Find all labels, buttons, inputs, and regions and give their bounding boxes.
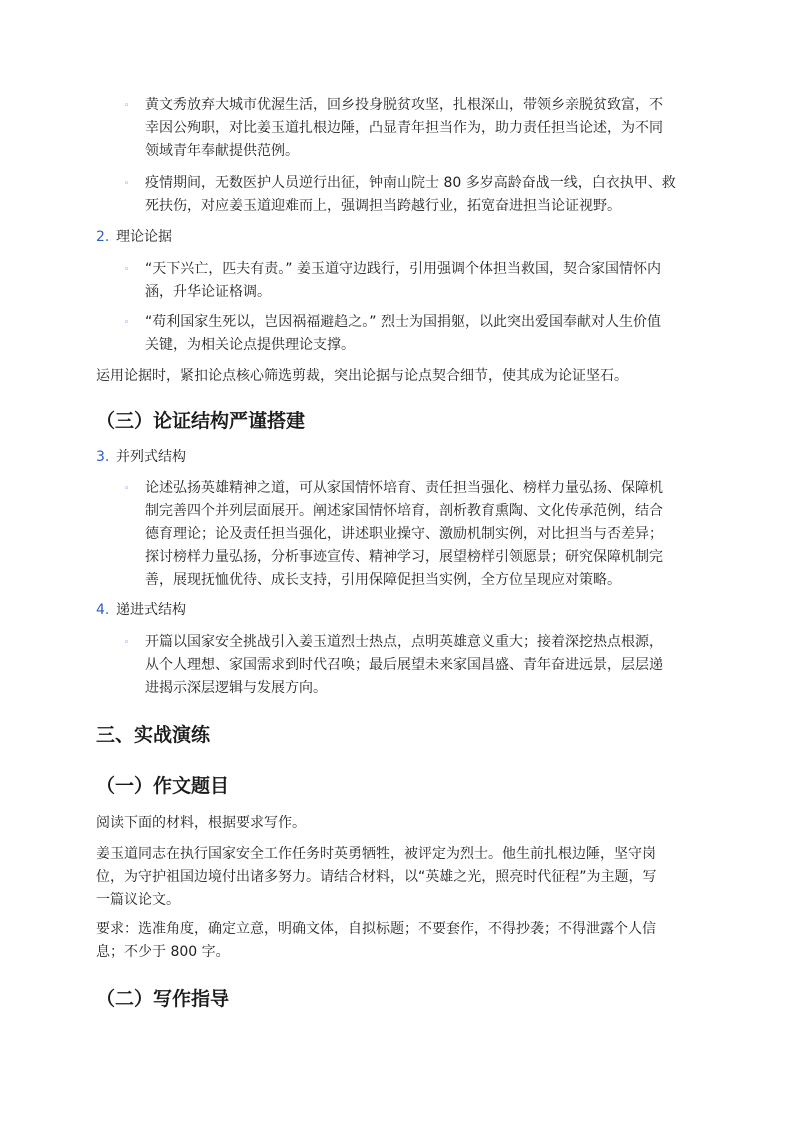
bullet-text-line: 德育理论；论及责任担当强化，讲述职业操守、激励机制实例，对比担当与否差异； bbox=[145, 526, 663, 542]
bullet-text-line: 从个人理想、家国需求到时代召唤；最后展望未来家国昌盛、青年奋进远景，层层递 bbox=[145, 657, 663, 673]
list-item-label: 并列式结构 bbox=[116, 449, 186, 465]
bullet-text-line: 幸因公殉职，对比姜玉道扎根边陲，凸显青年担当作为，助力责任担当论述，为不同 bbox=[145, 120, 663, 136]
bullet-text-line: “天下兴亡，匹夫有责。” 姜玉道守边践行，引用强调个体担当救国，契合家国情怀内 bbox=[145, 261, 661, 277]
bullet-text-line: 疫情期间，无数医护人员逆行出征，钟南山院士 80 多岁高龄奋战一线，白衣执甲、救 bbox=[145, 175, 676, 191]
bullet-text-line: 死扶伤，对应姜玉道迎难而上，强调担当跨越行业，拓宽奋进担当论证视野。 bbox=[145, 198, 621, 214]
paragraph-line: 息；不少于 800 字。 bbox=[96, 944, 230, 960]
bullet-text-line: 领域青年奉献提供范例。 bbox=[145, 143, 299, 159]
bullet-marker: ◦ bbox=[124, 265, 130, 275]
bullet-text-line: 进揭示深层逻辑与发展方向。 bbox=[145, 680, 327, 696]
section-heading: （三）论证结构严谨搭建 bbox=[96, 410, 306, 432]
bullet-marker: ◦ bbox=[124, 179, 130, 189]
paragraph-line: 位，为守护祖国边境付出诸多努力。请结合材料，以“英雄之光，照亮时代征程”为主题，写 bbox=[96, 869, 657, 885]
bullet-text-line: 开篇以国家安全挑战引入姜玉道烈士热点，点明英雄意义重大；接着深挖热点根源， bbox=[145, 634, 663, 650]
bullet-marker: ◦ bbox=[124, 318, 130, 328]
paragraph: 阅读下面的材料，根据要求写作。 bbox=[96, 815, 306, 831]
bullet-text-line: 善，展现抚恤优待、成长支持，引用保障促担当实例，全方位呈现应对策略。 bbox=[145, 572, 621, 588]
bullet-text-line: 关键，为相关论点提供理论支撑。 bbox=[145, 337, 355, 353]
section-heading: （二）写作指导 bbox=[96, 988, 230, 1010]
list-number: 2. bbox=[96, 229, 110, 245]
list-number: 4. bbox=[96, 602, 110, 618]
bullet-marker: ◦ bbox=[124, 638, 130, 648]
section-heading: （一）作文题目 bbox=[96, 775, 230, 797]
bullet-text-line: “苟利国家生死以，岂因祸福避趋之。” 烈士为国捐躯，以此突出爱国奉献对人生价值 bbox=[145, 314, 661, 330]
bullet-marker: ◦ bbox=[124, 484, 130, 494]
bullet-text-line: 涵，升华论证格调。 bbox=[145, 284, 271, 300]
bullet-text-line: 黄文秀放弃大城市优渥生活，回乡投身脱贫攻坚，扎根深山，带领乡亲脱贫致富，不 bbox=[145, 97, 663, 113]
paragraph-line: 要求：选准角度，确定立意，明确文体，自拟标题；不要套作，不得抄袭；不得泄露个人信 bbox=[96, 921, 656, 937]
bullet-marker: ◦ bbox=[124, 101, 130, 111]
paragraph-line: 一篇议论文。 bbox=[96, 892, 180, 908]
bullet-text-line: 论述弘扬英雄精神之道，可从家国情怀培育、责任担当强化、榜样力量弘扬、保障机 bbox=[145, 480, 663, 496]
list-item-label: 递进式结构 bbox=[116, 602, 186, 618]
paragraph-line: 姜玉道同志在执行国家安全工作任务时英勇牺牲，被评定为烈士。他生前扎根边陲，坚守岗 bbox=[96, 846, 656, 862]
bullet-text-line: 探讨榜样力量弘扬，分析事迹宣传、精神学习，展望榜样引领愿景；研究保障机制完 bbox=[145, 549, 663, 565]
list-number: 3. bbox=[96, 449, 110, 465]
summary-paragraph: 运用论据时，紧扣论点核心筛选剪裁，突出论据与论点契合细节，使其成为论证坚石。 bbox=[96, 368, 628, 384]
chapter-heading: 三、实战演练 bbox=[96, 724, 211, 746]
list-item-label: 理论论据 bbox=[116, 229, 172, 245]
bullet-text-line: 制完善四个并列层面展开。阐述家国情怀培育，剖析教育熏陶、文化传承范例，结合 bbox=[145, 503, 663, 519]
